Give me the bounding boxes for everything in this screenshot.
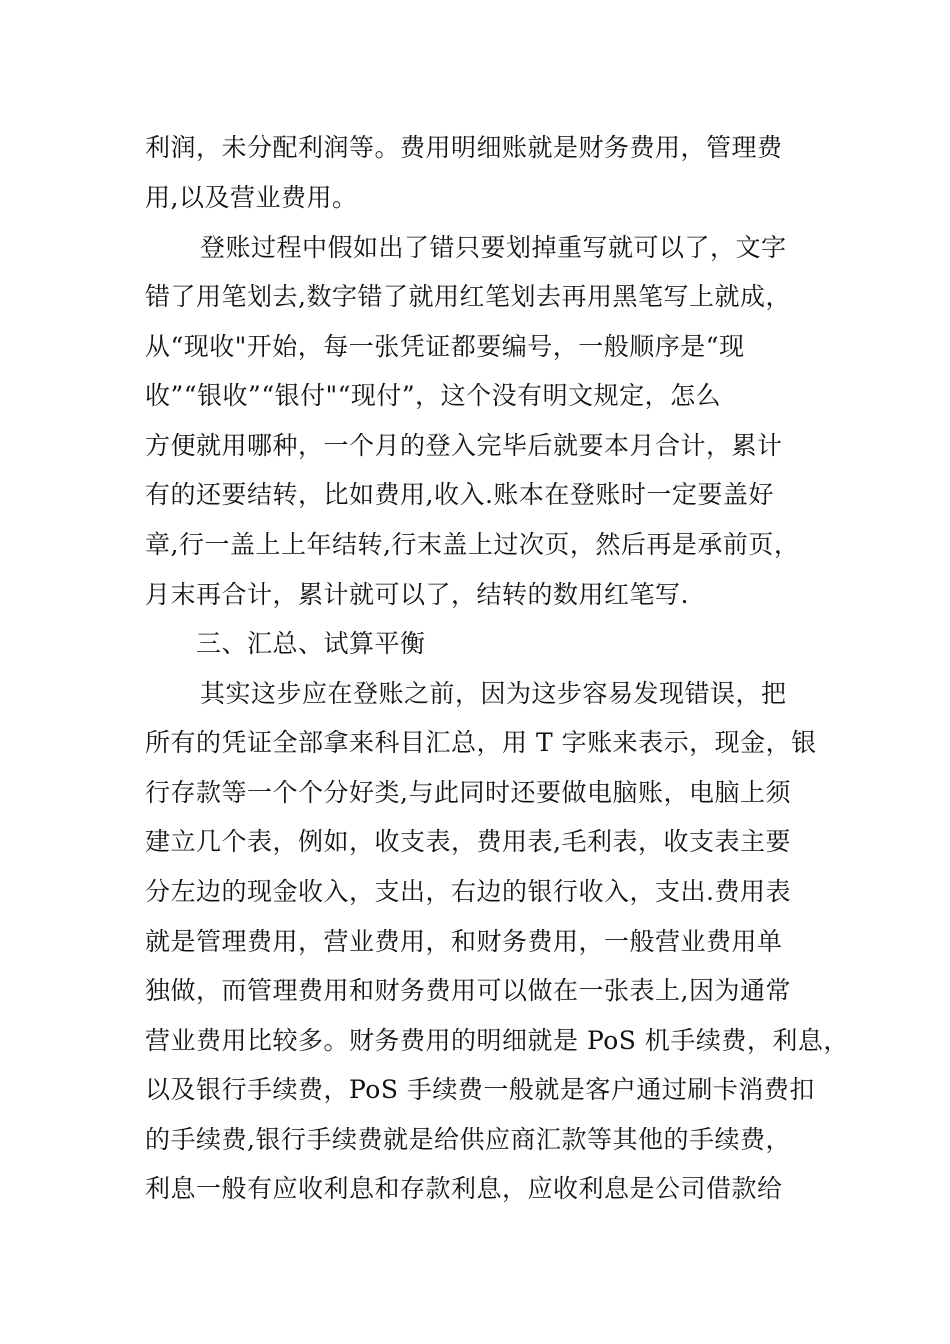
text-line: 利润，未分配利润等。费用明细账就是财务费用，管理费 xyxy=(145,133,783,162)
text-line: 登账过程中假如出了错只要划掉重写就可以了，文字 xyxy=(200,233,787,262)
text-line: 有的还要结转，比如费用,收入.账本在登账时一定要盖好 xyxy=(145,480,774,509)
text-line: 利息一般有应收利息和存款利息，应收利息是公司借款给 xyxy=(145,1174,783,1203)
text-line: 营业费用比较多。财务费用的明细就是 PoS 机手续费，利息， xyxy=(145,1026,849,1055)
text-line: 章,行一盖上上年结转,行末盖上过次页，然后再是承前页， xyxy=(145,530,800,559)
text-line: 用,以及营业费用。 xyxy=(145,183,358,212)
text-line: 以及银行手续费，PoS 手续费一般就是客户通过刷卡消费扣 xyxy=(145,1075,815,1104)
text-line: 收”“银收”“银付"“现付”，这个没有明文规定，怎么 xyxy=(145,381,722,410)
text-line: 从“现收"开始，每一张凭证都要编号，一般顺序是“现 xyxy=(145,332,745,361)
text-line: 行存款等一个个分好类,与此同时还要做电脑账，电脑上须 xyxy=(145,778,791,807)
text-line: 所有的凭证全部拿来科目汇总，用 T 字账来表示，现金，银 xyxy=(145,728,817,757)
text-line: 建立几个表，例如，收支表，费用表,毛利表，收支表主要 xyxy=(145,827,791,856)
text-line: 分左边的现金收入，支出，右边的银行收入，支出.费用表 xyxy=(145,877,791,906)
text-line: 月末再合计，累计就可以了，结转的数用红笔写. xyxy=(145,580,689,609)
text-line: 独做，而管理费用和财务费用可以做在一张表上,因为通常 xyxy=(145,976,791,1005)
text-line: 方便就用哪种，一个月的登入完毕后就要本月合计，累计 xyxy=(145,431,783,460)
text-line: 错了用笔划去,数字错了就用红笔划去再用黑笔写上就成， xyxy=(145,282,791,311)
text-line: 其实这步应在登账之前，因为这步容易发现错误，把 xyxy=(200,679,787,708)
text-line: 的手续费,银行手续费就是给供应商汇款等其他的手续费， xyxy=(145,1125,791,1154)
text-line: 就是管理费用，营业费用，和财务费用，一般营业费用单 xyxy=(145,927,783,956)
section-heading: 三、汇总、试算平衡 xyxy=(196,629,426,658)
